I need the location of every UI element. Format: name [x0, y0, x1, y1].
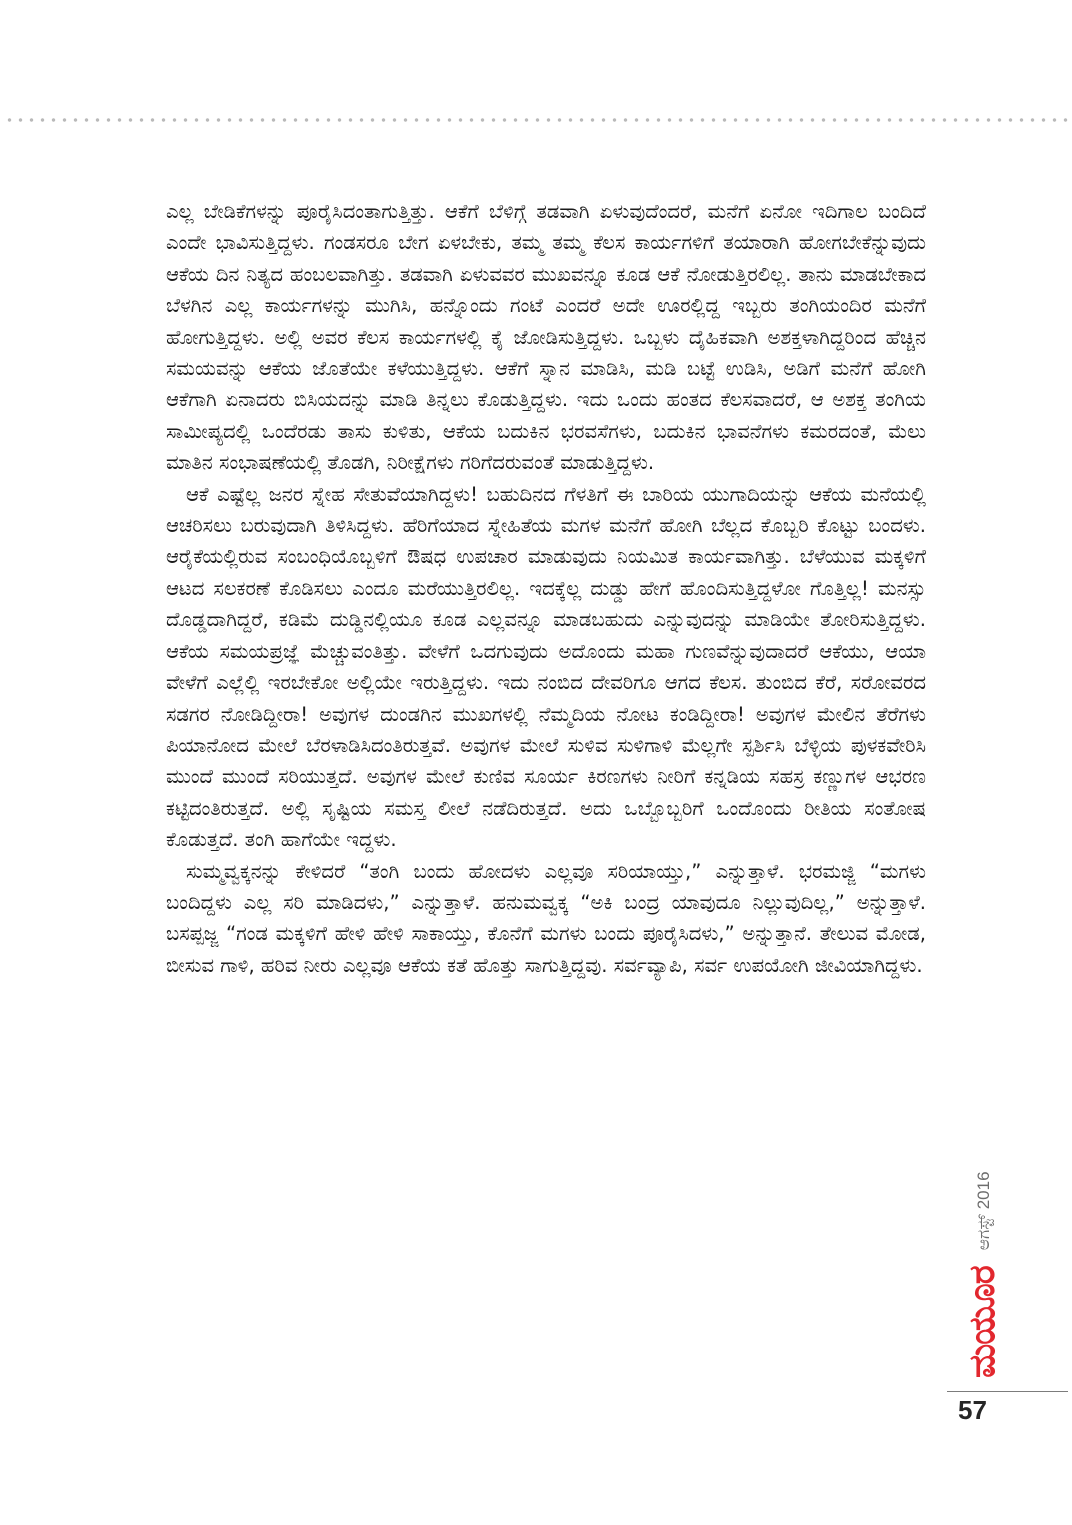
- paragraph-2: ಆಕೆ ಎಷ್ಟೆಲ್ಲ ಜನರ ಸ್ನೇಹ ಸೇತುವೆಯಾಗಿದ್ದಳು! ಬಹುದಿನದ ಗೆಳತಿಗೆ ಈ ಬಾರಿಯ ಯುಗಾದಿಯನ್ನು ಆಕೆಯ ಮನೆಯಲ್ಲಿ ಆಚರಿಸಲು ಬರುವುದಾಗಿ ತಿಳಿಸಿದ್ದಳು. ಹೆರಿಗೆಯಾದ ಸ್ನೇಹಿತೆಯ ಮಗಳ ಮನೆಗೆ ಹೋಗಿ ಬೆಲ್ಲದ ಕೊಬ್ಬರಿ ಕೊಟ್ಟು ಬಂದಳು. ಆರೈಕೆಯಲ್ಲಿರುವ ಸಂಬಂಧಿಯೊಬ್ಬಳಿಗೆ ಔಷಧ ಉಪಚಾರ ಮಾಡುವುದು ನಿಯಮಿತ ಕಾರ್ಯವಾಗಿತ್ತು. ಬೆಳೆಯುವ ಮಕ್ಕಳಿಗೆ ಆಟದ ಸಲಕರಣೆ ಕೊಡಿಸಲು ಎಂದೂ ಮರೆಯುತ್ತಿರಲಿಲ್ಲ. ಇದಕ್ಕೆಲ್ಲ ದುಡ್ಡು ಹೇಗೆ ಹೊಂದಿಸುತ್ತಿದ್ದಳೋ ಗೊತ್ತಿಲ್ಲ! ಮನಸ್ಸು ದೊಡ್ಡದಾಗಿದ್ದರೆ, ಕಡಿಮೆ ದುಡ್ಡಿನಲ್ಲಿಯೂ ಕೂಡ ಎಲ್ಲವನ್ನೂ ಮಾಡಬಹುದು ಎನ್ನುವುದನ್ನು ಮಾಡಿಯೇ ತೋರಿಸುತ್ತಿದ್ದಳು. ಆಕೆಯ ಸಮಯಪ್ರಜ್ಞೆ ಮೆಚ್ಚುವಂತಿತ್ತು. ವೇಳೆಗೆ ಒದಗುವುದು ಅದೊಂದು ಮಹಾ ಗುಣವೆನ್ನುವುದಾದರೆ ಆಕೆಯು, ಆಯಾ ವೇಳೆಗೆ ಎಲ್ಲೆಲ್ಲಿ ಇರಬೇಕೋ ಅಲ್ಲಿಯೇ ಇರುತ್ತಿದ್ದಳು. ಇದು ನಂಬಿದ ದೇವರಿಗೂ ಆಗದ ಕೆಲಸ. ತುಂಬಿದ ಕೆರೆ, ಸರೋವರದ ಸಡಗರ ನೋಡಿದ್ದೀರಾ! ಅವುಗಳ ದುಂಡಗಿನ ಮುಖಗಳಲ್ಲಿ ನೆಮ್ಮದಿಯ ನೋಟ ಕಂಡಿದ್ದೀರಾ! ಅವುಗಳ ಮೇಲಿನ ತೆರೆಗಳು ಪಿಯಾನೋದ ಮೇಲೆ ಬೆರಳಾಡಿಸಿದಂತಿರುತ್ತವೆ. ಅವುಗಳ ಮೇಲೆ ಸುಳಿವ ಸುಳಿಗಾಳಿ ಮೆಲ್ಲಗೇ ಸ್ಪರ್ಶಿಸಿ ಬೆಳ್ಳಿಯ ಪುಳಕವೇರಿಸಿ ಮುಂದೆ ಮುಂದೆ ಸರಿಯುತ್ತದೆ. ಅವುಗಳ ಮೇಲೆ ಕುಣಿವ ಸೂರ್ಯ ಕಿರಣಗಳು ನೀರಿಗೆ ಕನ್ನಡಿಯ ಸಹಸ್ರ ಕಣ್ಣುಗಳ ಆಭರಣ ಕಟ್ಟಿದಂತಿರುತ್ತದೆ. ಅಲ್ಲಿ ಸೃಷ್ಟಿಯ ಸಮಸ್ತ ಲೀಲೆ ನಡೆದಿರುತ್ತದೆ. ಅದು ಒಬ್ಬೊಬ್ಬರಿಗೆ ಒಂದೊಂದು ರೀತಿಯ ಸಂತೋಷ ಕೊಡುತ್ತದೆ. ತಂಗಿ ಹಾಗೆಯೇ ಇದ್ದಳು.: [166, 482, 926, 852]
- page-number-rule: [947, 1391, 1068, 1392]
- top-dotted-rule: [4, 118, 1068, 122]
- magazine-logo: ಮಯೂರ: [962, 1266, 1003, 1378]
- paragraph-3: ಸುಮ್ಮವ್ವಕ್ಕನನ್ನು ಕೇಳಿದರೆ “ತಂಗಿ ಬಂದು ಹೋದಳು ಎಲ್ಲವೂ ಸರಿಯಾಯ್ತು,” ಎನ್ನುತ್ತಾಳೆ. ಭರಮಜ್ಜಿ “ಮಗಳು ಬಂದಿದ್ದಳು ಎಲ್ಲ ಸರಿ ಮಾಡಿದಳು,” ಎನ್ನುತ್ತಾಳೆ. ಹನುಮವ್ವಕ್ಕ “ಅಕಿ ಬಂದ್ರ ಯಾವುದೂ ನಿಲ್ಲುವುದಿಲ್ಲ,” ಅನ್ನುತ್ತಾಳೆ. ಬಸಪ್ಪಜ್ಜ “ಗಂಡ ಮಕ್ಕಳಿಗೆ ಹೇಳಿ ಹೇಳಿ ಸಾಕಾಯ್ತು, ಕೊನೆಗೆ ಮಗಳು ಬಂದು ಪೂರೈಸಿದಳು,” ಅನ್ನುತ್ತಾನೆ. ತೇಲುವ ಮೋಡ, ಬೀಸುವ ಗಾಳಿ, ಹರಿವ ನೀರು ಎಲ್ಲವೂ ಆಕೆಯ ಕತೆ ಹೊತ್ತು ಸಾಗುತ್ತಿದ್ದವು. ಸರ್ವವ್ಯಾಪಿ, ಸರ್ವ ಉಪಯೋಗಿ ಜೀವಿಯಾಗಿದ್ದಳು.: [166, 859, 926, 977]
- page-number: 57: [958, 1395, 987, 1425]
- paragraph-1: ಎಲ್ಲ ಬೇಡಿಕೆಗಳನ್ನು ಪೂರೈಸಿದಂತಾಗುತ್ತಿತ್ತು. ಆಕೆಗೆ ಬೆಳಿಗ್ಗೆ ತಡವಾಗಿ ಏಳುವುದೆಂದರೆ, ಮನೆಗೆ ಏನೋ ಇದಿಗಾಲ ಬಂದಿದೆ ಎಂದೇ ಭಾವಿಸುತ್ತಿದ್ದಳು. ಗಂಡಸರೂ ಬೇಗ ಏಳಬೇಕು, ತಮ್ಮ ತಮ್ಮ ಕೆಲಸ ಕಾರ್ಯಗಳಿಗೆ ತಯಾರಾಗಿ ಹೋಗಬೇಕೆನ್ನುವುದು ಆಕೆಯ ದಿನ ನಿತ್ಯದ ಹಂಬಲವಾಗಿತ್ತು. ತಡವಾಗಿ ಏಳುವವರ ಮುಖವನ್ನೂ ಕೂಡ ಆಕೆ ನೋಡುತ್ತಿರಲಿಲ್ಲ. ತಾನು ಮಾಡಬೇಕಾದ ಬೆಳಗಿನ ಎಲ್ಲ ಕಾರ್ಯಗಳನ್ನು ಮುಗಿಸಿ, ಹನ್ನೊಂದು ಗಂಟೆ ಎಂದರೆ ಅದೇ ಊರಲ್ಲಿದ್ದ ಇಬ್ಬರು ತಂಗಿಯಂದಿರ ಮನೆಗೆ ಹೋಗುತ್ತಿದ್ದಳು. ಅಲ್ಲಿ ಅವರ ಕೆಲಸ ಕಾರ್ಯಗಳಲ್ಲಿ ಕೈ ಜೋಡಿಸುತ್ತಿದ್ದಳು. ಒಬ್ಬಳು ದೈಹಿಕವಾಗಿ ಅಶಕ್ತಳಾಗಿದ್ದರಿಂದ ಹೆಚ್ಚಿನ ಸಮಯವನ್ನು ಆಕೆಯ ಜೊತೆಯೇ ಕಳೆಯುತ್ತಿದ್ದಳು. ಆಕೆಗೆ ಸ್ನಾನ ಮಾಡಿಸಿ, ಮಡಿ ಬಟ್ಟೆ ಉಡಿಸಿ, ಅಡಿಗೆ ಮನೆಗೆ ಹೋಗಿ ಆಕೆಗಾಗಿ ಏನಾದರು ಬಿಸಿಯದನ್ನು ಮಾಡಿ ತಿನ್ನಲು ಕೊಡುತ್ತಿದ್ದಳು. ಇದು ಒಂದು ಹಂತದ ಕೆಲಸವಾದರೆ, ಆ ಅಶಕ್ತ ತಂಗಿಯ ಸಾಮೀಪ್ಯದಲ್ಲಿ ಒಂದೆರಡು ತಾಸು ಕುಳಿತು, ಆಕೆಯ ಬದುಕಿನ ಭರವಸೆಗಳು, ಬದುಕಿನ ಭಾವನೆಗಳು ಕಮರದಂತೆ, ಮೆಲು ಮಾತಿನ ಸಂಭಾಷಣೆಯಲ್ಲಿ ತೊಡಗಿ, ನಿರೀಕ್ಷೆಗಳು ಗರಿಗೆದರುವಂತೆ ಮಾಡುತ್ತಿದ್ದಳು.: [166, 200, 926, 475]
- article-body: [166, 196, 926, 981]
- issue-date: ಆಗಸ್ಟ್ 2016: [973, 1171, 993, 1251]
- magazine-sidebar: [962, 1171, 1003, 1378]
